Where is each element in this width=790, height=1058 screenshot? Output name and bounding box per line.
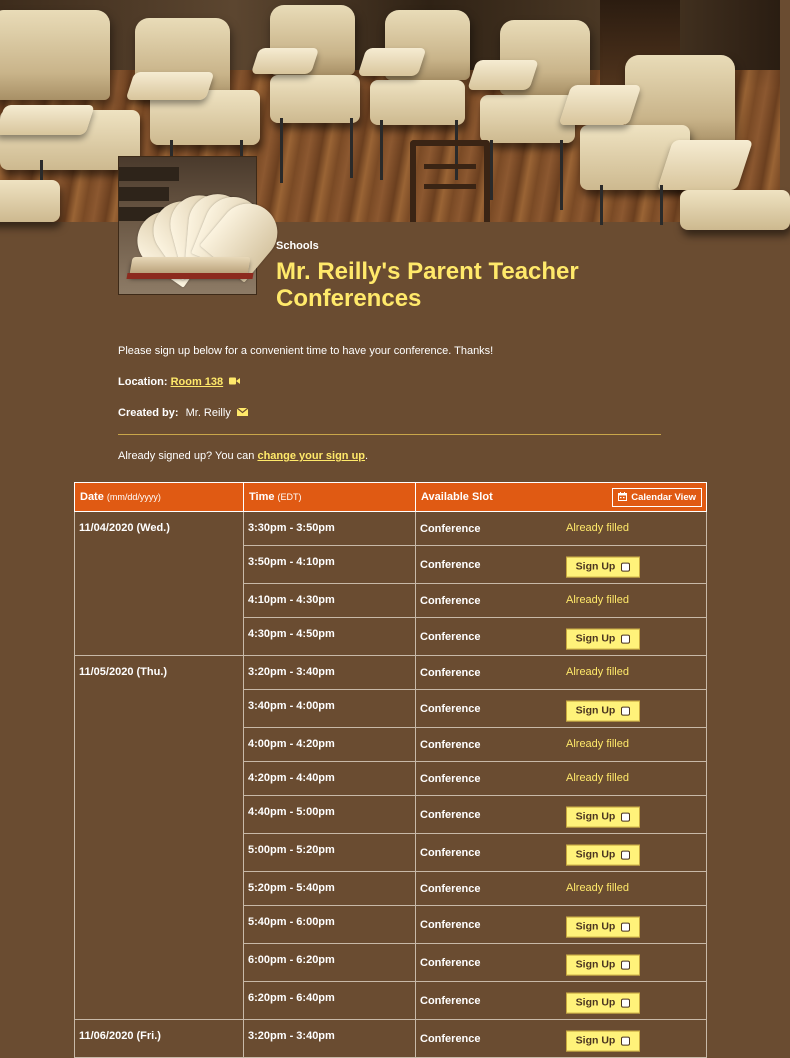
checkbox-icon[interactable] (621, 706, 630, 715)
time-cell: 4:40pm - 5:00pm (244, 796, 416, 834)
sign-up-button[interactable] (566, 1030, 640, 1051)
slot-name: Conference (420, 594, 481, 607)
intro-text: Please sign up below for a convenient time to have your conference. Thanks! (118, 345, 494, 357)
hero-banner-image (0, 0, 780, 222)
slot-cell (416, 546, 707, 584)
video-camera-icon[interactable] (229, 376, 240, 388)
table-row (75, 1020, 707, 1058)
checkbox-icon[interactable] (621, 922, 630, 931)
slot-cell (416, 728, 707, 762)
time-cell: 3:20pm - 3:40pm (244, 1020, 416, 1058)
column-header-time (244, 483, 416, 512)
checkbox-icon[interactable] (621, 850, 630, 859)
checkbox-icon[interactable] (621, 998, 630, 1007)
slot-cell (416, 656, 707, 690)
checkbox-icon[interactable] (621, 634, 630, 643)
sign-up-button[interactable] (566, 700, 640, 721)
sign-up-button[interactable] (566, 556, 640, 577)
sign-up-label: Sign Up (575, 560, 616, 573)
time-cell: 4:20pm - 4:40pm (244, 762, 416, 796)
already-filled-label: Already filled (566, 881, 629, 894)
slot-cell (416, 872, 707, 906)
slot-name: Conference (420, 558, 481, 571)
slot-cell (416, 906, 707, 944)
already-filled-label: Already filled (566, 771, 629, 784)
column-header-slot-label: Available Slot (421, 491, 493, 503)
sign-up-button[interactable] (566, 954, 640, 975)
column-header-date (75, 483, 244, 512)
slot-name: Conference (420, 772, 481, 785)
slot-name: Conference (420, 630, 481, 643)
column-header-time-label: Time (249, 491, 275, 503)
checkbox-icon[interactable] (621, 960, 630, 969)
created-by-row (118, 407, 248, 419)
sign-up-label: Sign Up (575, 1034, 616, 1047)
slot-name: Conference (420, 666, 481, 679)
date-cell: 11/06/2020 (Fri.) (75, 1020, 244, 1058)
already-filled-label: Already filled (566, 593, 629, 606)
already-signed-up-text: Already signed up? You can (118, 450, 258, 462)
column-header-time-hint: (EDT) (277, 492, 302, 502)
slot-name: Conference (420, 808, 481, 821)
sign-up-label: Sign Up (575, 958, 616, 971)
sign-up-label: Sign Up (575, 848, 616, 861)
table-row (75, 512, 707, 546)
already-filled-label: Already filled (566, 737, 629, 750)
slot-cell (416, 618, 707, 656)
slot-cell (416, 584, 707, 618)
date-cell: 11/05/2020 (Thu.) (75, 656, 244, 1020)
location-label: Location: (118, 376, 168, 388)
time-cell: 3:50pm - 4:10pm (244, 546, 416, 584)
sign-up-label: Sign Up (575, 632, 616, 645)
slot-cell (416, 1020, 707, 1058)
already-signed-up-suffix: . (365, 450, 369, 462)
sign-up-label: Sign Up (575, 996, 616, 1009)
created-by-label: Created by: (118, 407, 179, 419)
calendar-icon (618, 492, 627, 504)
slot-cell (416, 690, 707, 728)
table-row (75, 656, 707, 690)
table-body (75, 512, 707, 1058)
column-header-date-hint: (mm/dd/yyyy) (106, 492, 161, 502)
slot-name: Conference (420, 738, 481, 751)
created-by-name: Mr. Reilly (185, 407, 231, 419)
slot-cell (416, 512, 707, 546)
time-cell: 4:30pm - 4:50pm (244, 618, 416, 656)
slot-name: Conference (420, 882, 481, 895)
sign-up-button[interactable] (566, 992, 640, 1013)
envelope-icon[interactable] (237, 407, 248, 419)
slot-cell (416, 944, 707, 982)
slot-name: Conference (420, 956, 481, 969)
slot-cell (416, 982, 707, 1020)
checkbox-icon[interactable] (621, 1036, 630, 1045)
sign-up-button[interactable] (566, 806, 640, 827)
already-filled-label: Already filled (566, 521, 629, 534)
time-cell: 3:40pm - 4:00pm (244, 690, 416, 728)
slot-cell (416, 762, 707, 796)
location-link[interactable]: Room 138 (170, 376, 224, 388)
time-cell: 3:20pm - 3:40pm (244, 656, 416, 690)
table-header-row (75, 483, 707, 512)
slot-name: Conference (420, 522, 481, 535)
time-cell: 6:00pm - 6:20pm (244, 944, 416, 982)
checkbox-icon[interactable] (621, 812, 630, 821)
time-cell: 5:40pm - 6:00pm (244, 906, 416, 944)
slot-cell (416, 796, 707, 834)
column-header-slot (416, 483, 707, 512)
change-signup-link[interactable]: change your sign up (257, 450, 366, 462)
already-signed-up-row (118, 450, 368, 462)
column-header-date-label: Date (80, 491, 104, 503)
time-cell: 6:20pm - 6:40pm (244, 982, 416, 1020)
divider (118, 434, 661, 435)
time-cell: 4:00pm - 4:20pm (244, 728, 416, 762)
calendar-view-button[interactable] (612, 488, 702, 507)
time-cell: 5:00pm - 5:20pm (244, 834, 416, 872)
slot-cell (416, 834, 707, 872)
category-label: Schools (276, 240, 319, 252)
slot-name: Conference (420, 994, 481, 1007)
slot-name: Conference (420, 918, 481, 931)
calendar-view-label: Calendar View (631, 492, 696, 503)
sign-up-button[interactable] (566, 916, 640, 937)
location-row (118, 376, 240, 388)
time-cell: 3:30pm - 3:50pm (244, 512, 416, 546)
sign-up-label: Sign Up (575, 810, 616, 823)
time-cell: 4:10pm - 4:30pm (244, 584, 416, 618)
slot-name: Conference (420, 846, 481, 859)
book-thumbnail-image (118, 156, 257, 295)
slot-name: Conference (420, 702, 481, 715)
page-title: Mr. Reilly's Parent Teacher Conferences (276, 258, 579, 312)
sign-up-label: Sign Up (575, 704, 616, 717)
sign-up-button[interactable] (566, 844, 640, 865)
checkbox-icon[interactable] (621, 562, 630, 571)
date-cell: 11/04/2020 (Wed.) (75, 512, 244, 656)
already-filled-label: Already filled (566, 665, 629, 678)
slot-name: Conference (420, 1032, 481, 1045)
sign-up-button[interactable] (566, 628, 640, 649)
time-cell: 5:20pm - 5:40pm (244, 872, 416, 906)
signup-table (74, 482, 707, 1058)
sign-up-label: Sign Up (575, 920, 616, 933)
